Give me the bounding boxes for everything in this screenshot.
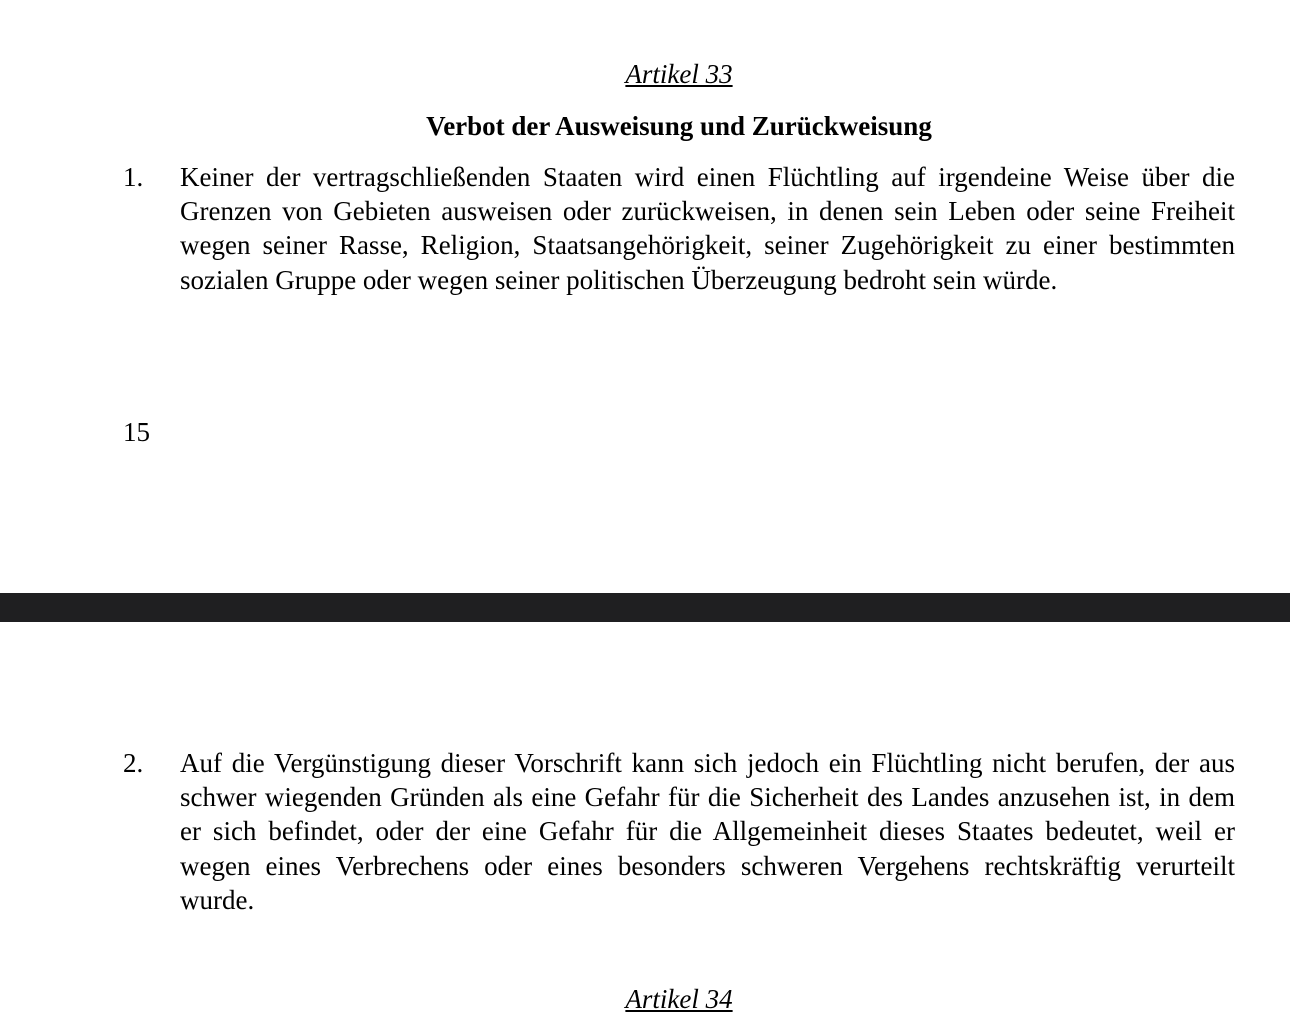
paragraph-text: Auf die Vergünstigung dieser Vorschrift kann sich jedoch ein Flüchtling nicht berufen, der aus schwer wiegenden Gründen als eine Gefahr für die Sicherheit des Landes anzusehen ist, in dem er sich befindet, oder der eine Gefahr für die Allgemeinheit dieses Staates bedeutet, weil er wegen eines Verbrechens oder eines besonders schweren Vergehens rechtskräftig verurteilt wurde. — [180, 748, 1235, 915]
article-heading: Artikel 33 — [625, 59, 733, 89]
page-number: 15 — [123, 417, 150, 447]
paragraph-2 — [123, 746, 1235, 917]
next-article-heading: Artikel 34 — [625, 984, 733, 1014]
article-title: Verbot der Ausweisung und Zurückweisung — [426, 111, 932, 141]
paragraph-number: 2. — [123, 748, 144, 778]
paragraph-number: 1. — [123, 162, 144, 192]
page-divider — [0, 593, 1290, 622]
paragraph-text: Keiner der vertragschließenden Staaten wird einen Flüchtling auf irgendeine Weise über die Grenzen von Gebieten ausweisen oder zurückweisen, in denen sein Leben oder seine Freiheit wegen seiner Rasse, Religion, Staatsangehörigkeit, seiner Zugehörigkeit zu einer bestimmten sozialen Gruppe oder wegen seiner politischen Überzeugung bedroht sein würde. — [180, 162, 1235, 295]
paragraph-1 — [123, 160, 1235, 297]
